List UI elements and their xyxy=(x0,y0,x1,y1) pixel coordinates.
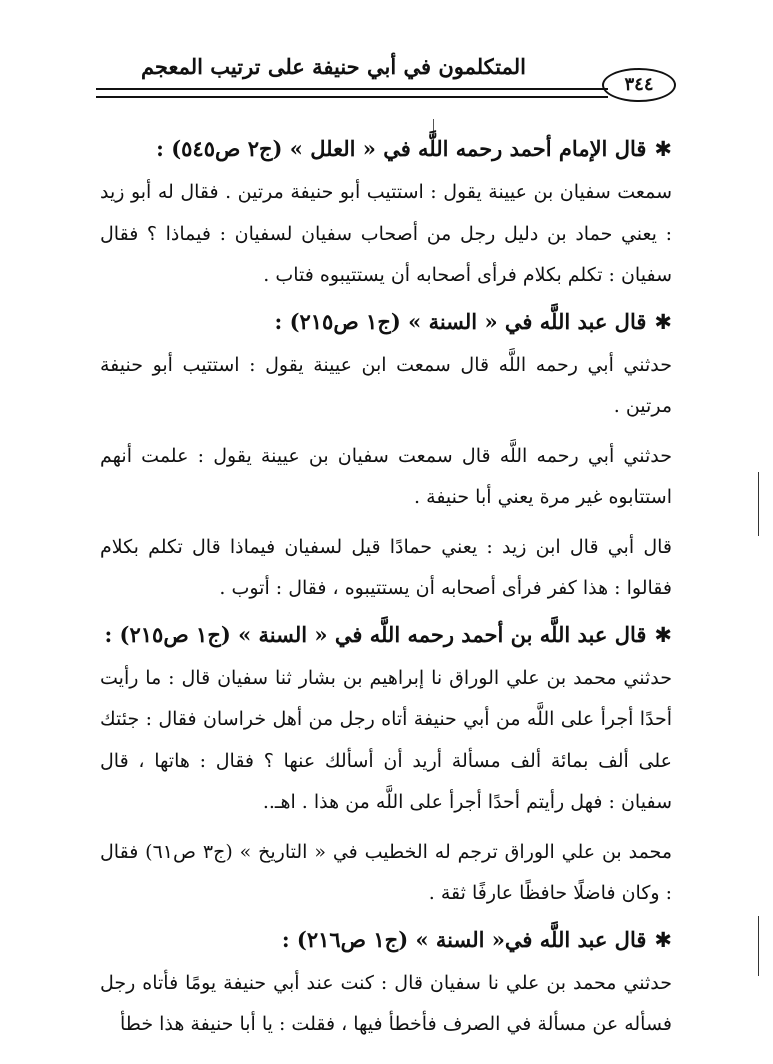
section-sunna-1 xyxy=(100,305,672,610)
section-sunna-3 xyxy=(100,923,672,1046)
paragraph-text: قال أبي قال ابن زيد : يعني حمادًا قيل لسفيان فيماذا قال تكلم بكلام فقالوا : هذا كفر فرأى أصحابه أن يستتيبوه ، فقال : أتوب . xyxy=(100,535,672,599)
star-icon: ✱ xyxy=(654,622,672,647)
star-icon: ✱ xyxy=(654,309,672,334)
section-heading xyxy=(100,132,672,166)
heading-text: قال عبد اللَّه في « السنة » (ج١ ص٢١٥) : xyxy=(274,308,647,334)
section-sunna-2 xyxy=(100,618,672,915)
section-heading xyxy=(100,923,672,957)
section-heading xyxy=(100,305,672,339)
page-body xyxy=(100,128,672,1054)
section-heading xyxy=(100,618,672,652)
paragraph xyxy=(100,172,672,297)
running-title: المتكلمون في أبي حنيفة على ترتيب المعجم xyxy=(140,54,526,79)
paragraph xyxy=(100,527,672,610)
star-icon: ✱ xyxy=(654,137,672,161)
section-ilal xyxy=(100,132,672,297)
paragraph-text: حدثني أبي رحمه اللَّه قال سمعت ابن عيينة يقول : استتيب أبو حنيفة مرتين . xyxy=(100,353,672,417)
paragraph-text: حدثني محمد بن علي نا سفيان قال : كنت عند أبي حنيفة يومًا فأتاه رجل فسأله عن مسألة في الصرف فأخطأ فيها ، فقلت : يا أبا حنيفة هذا خطأ xyxy=(100,971,672,1035)
paragraph xyxy=(100,436,672,519)
paragraph-text: سمعت سفيان بن عيينة يقول : استتيب أبو حنيفة مرتين . فقال له أبو زيد : يعني حماد بن دليل رجل من أصحاب سفيان لسفيان : فيماذا ؟ فقال سفيان : تكلم بكلام فرأى أصحابه أن يستتيبوه فتاب . xyxy=(100,181,672,286)
header-rule-top xyxy=(96,88,608,90)
heading-text: قال عبد اللَّه في« السنة » (ج١ ص٢١٦) : xyxy=(281,926,647,952)
heading-text: قال الإمام أحمد رحمه اللَّه في « العلل » (ج٢ ص٥٤٥) : xyxy=(156,136,647,161)
heading-text: قال عبد اللَّه بن أحمد رحمه اللَّه في « السنة » (ج١ ص٢١٥) : xyxy=(104,621,647,647)
star-icon: ✱ xyxy=(654,927,672,952)
page-header xyxy=(96,44,676,104)
paragraph-text: حدثني محمد بن علي الوراق نا إبراهيم بن بشار ثنا سفيان قال : ما رأيت أحدًا أجرأ على اللَّه من أبي حنيفة أتاه رجل من أهل خراسان فقال : جئتك على ألف بمائة ألف مسألة أريد أن أسألك عنها ؟ فقال : هاتها ، قال سفيان : فهل رأيتم أحدًا أجرأ على اللَّه من هذا . اهـ.. xyxy=(100,666,672,813)
paragraph xyxy=(100,658,672,824)
paragraph-text: حدثني أبي رحمه اللَّه قال سمعت سفيان بن عيينة يقول : علمت أنهم استتابوه غير مرة يعني أبا حنيفة . xyxy=(100,444,672,508)
paragraph-text: محمد بن علي الوراق ترجم له الخطيب في « التاريخ » (ج٣ ص٦١) فقال : وكان فاضلًا حافظًا عارفًا ثقة . xyxy=(100,840,672,904)
paragraph xyxy=(100,963,672,1046)
margin-mark xyxy=(758,472,759,536)
header-rule-bottom xyxy=(96,96,608,98)
margin-mark xyxy=(758,916,759,976)
page-number: ٣٤٤ xyxy=(602,68,676,102)
paragraph xyxy=(100,345,672,428)
paragraph xyxy=(100,832,672,915)
